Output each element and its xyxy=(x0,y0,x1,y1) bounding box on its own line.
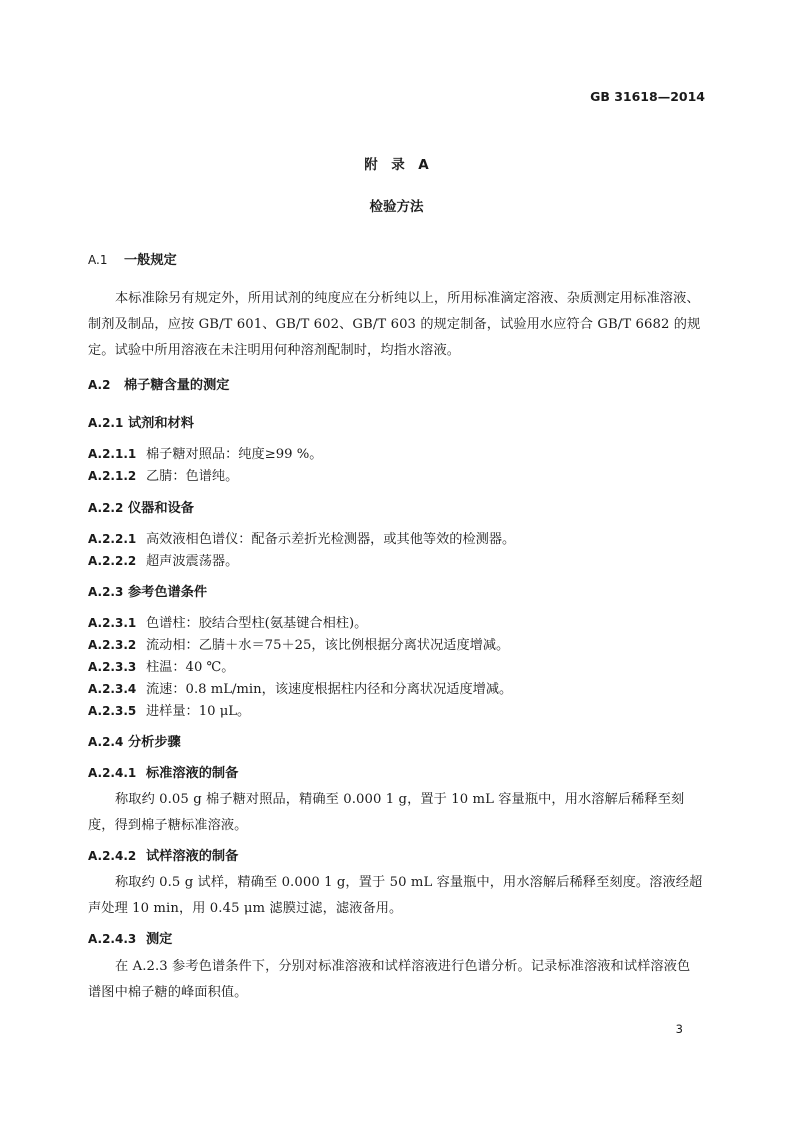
section-code: A.1 xyxy=(88,253,108,267)
section-code: A.2.4.3 xyxy=(88,932,137,946)
item-text: 乙腈：色谱纯。 xyxy=(146,469,239,484)
item-code: A.2.2.1 xyxy=(88,532,137,546)
item-code: A.2.3.3 xyxy=(88,660,137,674)
item-code: A.2.3.5 xyxy=(88,704,137,718)
list-item xyxy=(88,700,250,719)
list-item xyxy=(88,528,515,547)
section-heading-a242 xyxy=(88,845,238,864)
item-text: 超声波震荡器。 xyxy=(146,554,239,569)
section-code: A.2.4.1 xyxy=(88,766,137,780)
appendix-subtitle: 检验方法 xyxy=(369,199,424,215)
item-code: A.2.1.1 xyxy=(88,447,137,461)
item-text: 高效液相色谱仪：配备示差折光检测器，或其他等效的检测器。 xyxy=(146,532,516,547)
section-paragraph-a1: 本标准除另有规定外，所用试剂的纯度应在分析纯以上，所用标准滴定溶液、杂质测定用标准溶液、制剂及制品，应按 GB/T 601、GB/T 602、GB/T 603 的规定制备，试验用水应符合 GB/T 6682 的规定。试验中所用溶液在未注明用何种溶剂配制时，均指水溶液。 xyxy=(88,291,701,358)
list-item xyxy=(88,634,509,653)
section-code: A.2.4.2 xyxy=(88,849,137,863)
section-title: 测定 xyxy=(146,932,173,947)
list-item xyxy=(88,550,238,569)
section-paragraph-a241: 称取约 0.05 g 棉子糖对照品，精确至 0.000 1 g，置于 10 mL 容量瓶中，用水溶解后稀释至刻度，得到棉子糖标准溶液。 xyxy=(88,792,685,833)
list-item xyxy=(88,612,367,631)
section-title: 一般规定 xyxy=(124,253,177,268)
item-text: 进样量：10 μL。 xyxy=(146,704,251,719)
section-title: 分析步骤 xyxy=(128,735,181,750)
section-heading-a22 xyxy=(88,497,194,516)
item-code: A.2.3.1 xyxy=(88,616,137,630)
section-code: A.2.2 xyxy=(88,501,124,515)
list-item xyxy=(88,443,322,462)
section-heading-a243 xyxy=(88,928,172,947)
section-code: A.2.1 xyxy=(88,416,124,430)
list-item xyxy=(88,465,238,484)
standard-code: GB 31618—2014 xyxy=(590,89,705,104)
section-heading-a21 xyxy=(88,412,194,431)
item-code: A.2.3.4 xyxy=(88,682,137,696)
section-heading-a241 xyxy=(88,762,238,781)
item-text: 流速：0.8 mL/min，该速度根据柱内径和分离状况适度增减。 xyxy=(146,682,513,697)
item-code: A.2.3.2 xyxy=(88,638,137,652)
appendix-title: 附 录 A xyxy=(364,157,429,173)
section-paragraph-a242: 称取约 0.5 g 试样，精确至 0.000 1 g，置于 50 mL 容量瓶中，用水溶解后稀释至刻度。溶液经超声处理 10 min，用 0.45 μm 滤膜过滤，滤液备用。 xyxy=(88,875,703,916)
section-title: 标准溶液的制备 xyxy=(146,766,239,781)
section-code: A.2 xyxy=(88,378,111,392)
section-heading-a24 xyxy=(88,731,181,750)
section-title: 试剂和材料 xyxy=(128,416,194,431)
section-title: 仪器和设备 xyxy=(128,501,194,516)
section-code: A.2.3 xyxy=(88,585,124,599)
section-title: 棉子糖含量的测定 xyxy=(124,378,230,393)
item-text: 色谱柱：胶结合型柱(氨基键合相柱)。 xyxy=(146,616,368,631)
section-paragraph-a243: 在 A.2.3 参考色谱条件下，分别对标准溶液和试样溶液进行色谱分析。记录标准溶液和试样溶液色谱图中棉子糖的峰面积值。 xyxy=(88,959,691,1000)
list-item xyxy=(88,656,234,675)
item-text: 柱温：40 ℃。 xyxy=(146,660,235,675)
section-title: 试样溶液的制备 xyxy=(146,849,239,864)
section-heading-a23 xyxy=(88,581,207,600)
section-heading-a2 xyxy=(88,374,230,393)
item-text: 棉子糖对照品：纯度≥99 %。 xyxy=(146,447,323,462)
item-code: A.2.2.2 xyxy=(88,554,137,568)
item-text: 流动相：乙腈＋水＝75＋25，该比例根据分离状况适度增减。 xyxy=(146,638,510,653)
item-code: A.2.1.2 xyxy=(88,469,137,483)
list-item xyxy=(88,678,512,697)
section-code: A.2.4 xyxy=(88,735,124,749)
page-number: 3 xyxy=(675,1022,683,1036)
section-title: 参考色谱条件 xyxy=(128,585,208,600)
section-heading-a1 xyxy=(88,249,177,268)
